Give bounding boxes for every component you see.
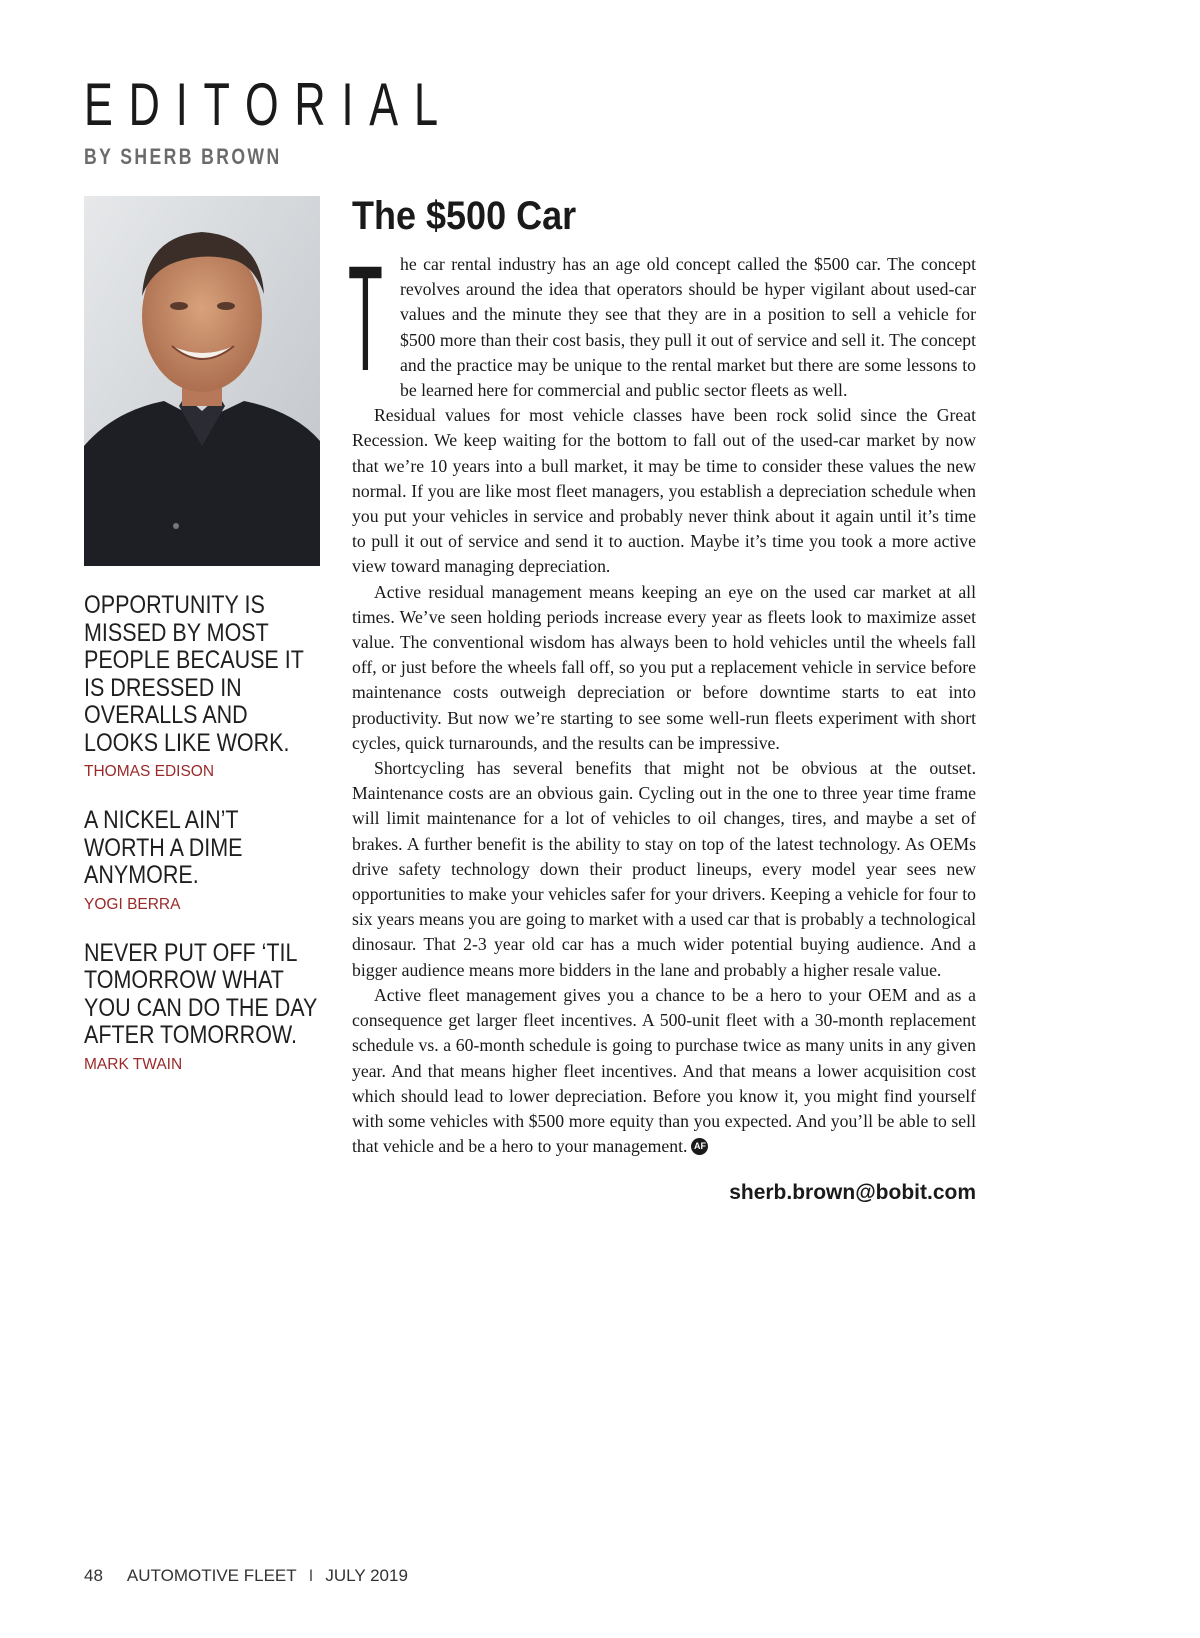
publication-name: AUTOMOTIVE FLEET <box>126 1566 297 1585</box>
paragraph: Residual values for most vehicle classes have been rock solid since the Great Recession. We keep waiting for the bottom to fall out of the used-car market by now that we’re 10 years into a bull market, it may be time to consider these values the new normal. If you are like most fleet managers, you establish a depreciation schedule when you put your vehicles in service and probably never think about it again until it’s time to pull it out of service and send it to auction. Maybe it’s time you took a more active view toward managing depreciation. <box>352 405 976 577</box>
author-portrait <box>84 196 320 566</box>
paragraph: Active residual management means keeping an eye on the used car market at all times. We’ve seen holding periods increase every year as fleets look to maximize asset value. The conventional wisdom has always been to hold vehicles until the wheels fall off, or just before the wheels fall off, so you put a replacement vehicle in service before maintenance costs outweigh depreciation or before downtime starts to eat into productivity. But now we’re starting to see some well-run fleets experiment with short cycles, quick turnarounds, and the results can be impressive. <box>352 581 976 753</box>
drop-cap: T <box>348 234 383 402</box>
quote-author: YOGI BERRA <box>84 895 181 913</box>
paragraph <box>352 983 976 1159</box>
page-footer <box>84 1566 408 1586</box>
paragraph <box>348 234 976 403</box>
page-number: 48 <box>84 1566 103 1585</box>
issue-date: JULY 2019 <box>325 1566 408 1585</box>
quote-author: MARK TWAIN <box>84 1055 183 1073</box>
quotes-sidebar <box>84 592 324 1100</box>
quote <box>84 592 324 781</box>
quote <box>84 807 324 914</box>
paragraph-text: Active fleet management gives you a chance to be a hero to your OEM and as a consequence get larger fleet incentives. A 500-unit fleet with a 30-month replacement schedule vs. a 60-month schedule is going to purchase twice as many units in any given year. And that means higher fleet incentives. And that means a lower acquisition cost which should lead to lower depreciation. Before you know it, you might find yourself with some vehicles with $500 more equity than you expected. And you’ll be able to sell that vehicle and be a hero to your management. <box>352 984 976 1157</box>
end-mark-icon: AF <box>691 1138 708 1155</box>
paragraph-text: he car rental industry has an age old concept called the $500 car. The concept revolves around the idea that operators should be hyper vigilant about used-car values and the minute they see that they are in a position to sell a vehicle for $500 more than their cost basis, they pull it out of service and sell it. The concept and the practice may be unique to the rental market but there are some lessons to be learned here for commercial and public sector fleets as well. <box>400 254 976 401</box>
masthead <box>84 72 598 170</box>
quote <box>84 940 324 1074</box>
author-email[interactable]: sherb.brown@bobit.com <box>729 1181 976 1205</box>
article <box>348 192 976 1205</box>
quote-text: OPPORTUNITY IS MISSED BY MOST PEOPLE BECAUSE IT IS DRESSED IN OVERALLS AND LOOKS LIKE WORK. <box>84 591 304 757</box>
section-title: EDITORIAL <box>84 71 454 138</box>
byline: BY SHERB BROWN <box>84 144 282 169</box>
article-body <box>348 234 976 1159</box>
paragraph: Shortcycling has several benefits that might not be obvious at the outset. Maintenance costs are an obvious gain. Cycling out in the one to three year time frame will limit maintenance for a lot of vehicles to oil changes, tires, and maybe a set of brakes. A further benefit is the ability to stay on top of the latest technology. As OEMs drive safety technology down their product lineups, every model year sees new opportunities to make your vehicles safer for your drivers. Keeping a vehicle for four to six years means you are going to market with a used car that is probably a technological dinosaur. That 2-3 year old car has a much wider potential buying audience. And a bigger audience means more bidders in the lane and probably a higher resale value. <box>352 758 976 980</box>
quote-author: THOMAS EDISON <box>84 763 215 780</box>
article-headline: The $500 Car <box>352 194 577 238</box>
quote-text: A NICKEL AIN’T WORTH A DIME ANYMORE. <box>84 806 243 889</box>
quote-text: NEVER PUT OFF ‘TIL TOMORROW WHAT YOU CAN DO THE DAY AFTER TOMORROW. <box>84 938 317 1049</box>
footer-separator: I <box>308 1566 314 1585</box>
author-portrait-photo <box>84 196 320 566</box>
